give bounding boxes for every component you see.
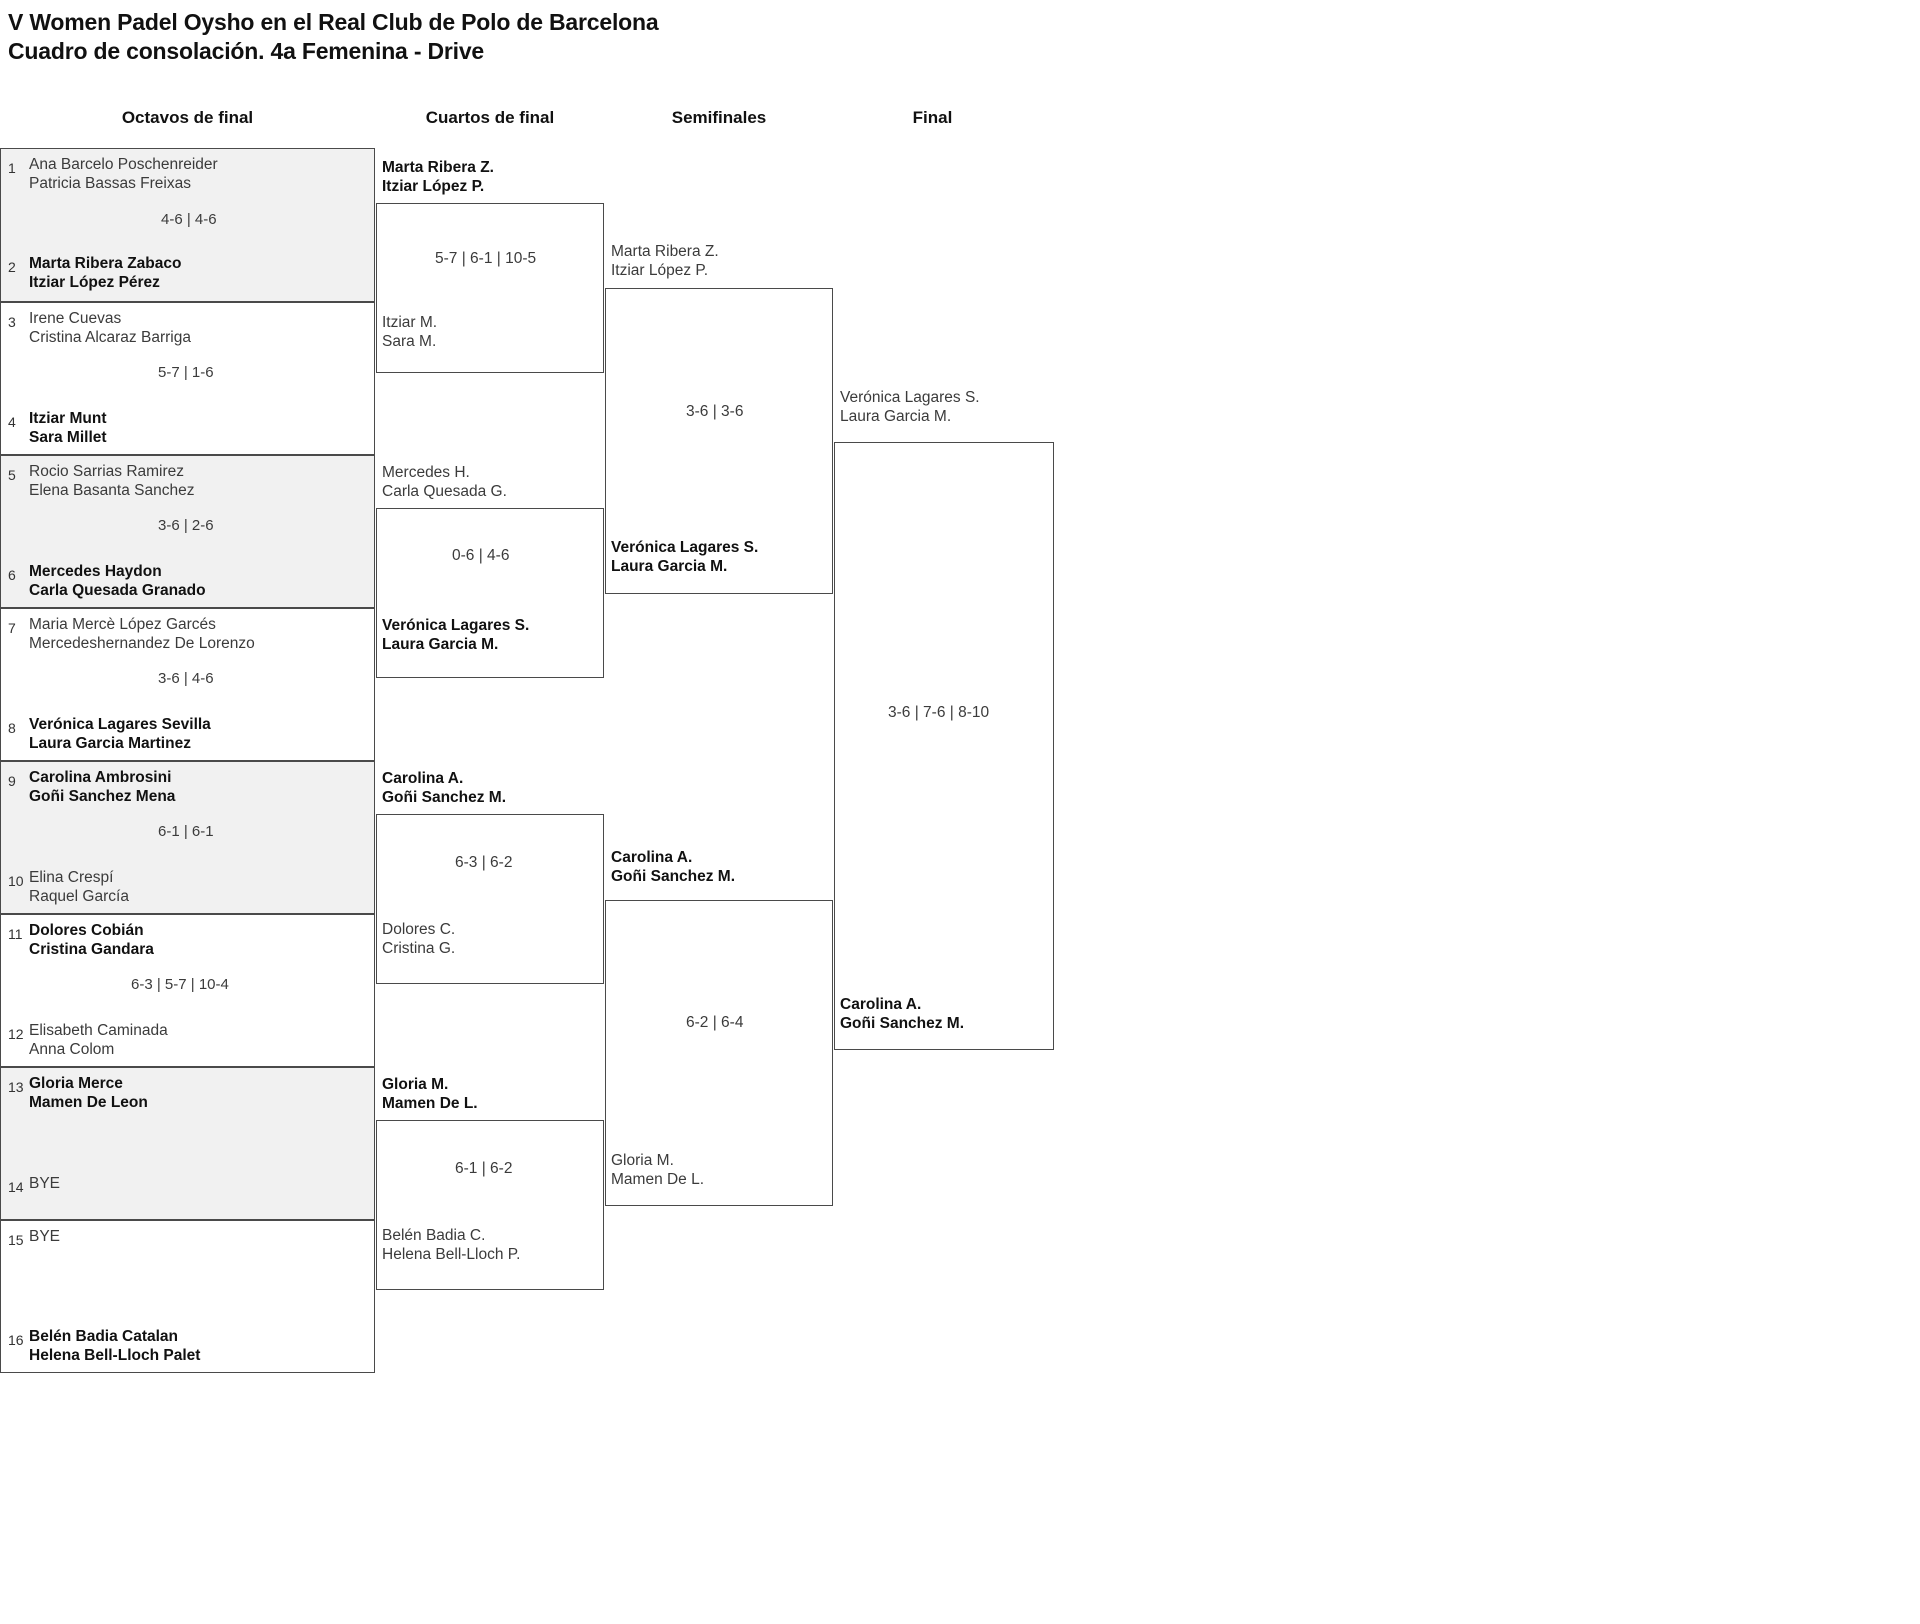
match-score: 3-6 | 2-6 — [158, 517, 214, 534]
seed-number: 2 — [8, 259, 16, 275]
team-name: Mamen De Leon — [29, 1094, 148, 1111]
team-name: Laura Garcia Martinez — [29, 735, 191, 752]
match-score: 3-6 | 3-6 — [686, 403, 744, 420]
team-name: Gloria Merce — [29, 1075, 123, 1092]
team-name: Irene Cuevas — [29, 310, 122, 327]
team-name: Cristina G. — [382, 940, 456, 957]
seed-number: 8 — [8, 720, 16, 736]
team-name: Carla Quesada Granado — [29, 582, 206, 599]
team-name: Goñi Sanchez M. — [611, 868, 736, 885]
team-name: Maria Mercè López Garcés — [29, 616, 216, 633]
seed-number: 5 — [8, 467, 16, 483]
team-name: Verónica Lagares S. — [382, 617, 530, 634]
team-name: Elina Crespí — [29, 869, 114, 886]
tournament-title-line1: V Women Padel Oysho en el Real Club de Polo de Barcelona — [8, 9, 659, 35]
team-name: Mamen De L. — [382, 1095, 478, 1112]
match-score: 5-7 | 6-1 | 10-5 — [435, 250, 537, 267]
team-name: Elisabeth Caminada — [29, 1022, 168, 1039]
team-name: Raquel García — [29, 888, 129, 905]
team-name: Itziar López Pérez — [29, 274, 160, 291]
seed-number: 13 — [8, 1079, 24, 1095]
match-score: 6-2 | 6-4 — [686, 1014, 744, 1031]
match-box-r1-8[interactable] — [0, 1220, 375, 1373]
team-name: Itziar M. — [382, 314, 438, 331]
seed-number: 10 — [8, 873, 24, 889]
team-name: Carolina A. — [611, 849, 693, 866]
match-box-r1-1[interactable] — [0, 148, 375, 302]
seed-number: 3 — [8, 314, 16, 330]
seed-number: 14 — [8, 1179, 24, 1195]
team-name: Anna Colom — [29, 1041, 115, 1058]
team-name: Belén Badia C. — [382, 1227, 486, 1244]
match-score: 6-3 | 6-2 — [455, 854, 513, 871]
team-name: Laura Garcia M. — [840, 408, 952, 425]
seed-number: 16 — [8, 1332, 24, 1348]
seed-number: 11 — [8, 926, 23, 942]
connector-r4-1 — [834, 442, 1054, 1050]
seed-number: 9 — [8, 773, 16, 789]
team-name: Mercedes Haydon — [29, 563, 162, 580]
team-name: BYE — [29, 1175, 61, 1192]
team-name: Mercedes H. — [382, 464, 470, 481]
team-name: Belén Badia Catalan — [29, 1328, 179, 1345]
team-name: Sara Millet — [29, 429, 107, 446]
team-name: Patricia Bassas Freixas — [29, 175, 191, 192]
team-name: Marta Ribera Z. — [382, 159, 494, 176]
team-name: Marta Ribera Z. — [611, 243, 719, 260]
team-name: BYE — [29, 1228, 61, 1245]
team-name: Elena Basanta Sanchez — [29, 482, 195, 499]
match-box-r1-6[interactable] — [0, 914, 375, 1067]
seed-number: 1 — [8, 160, 16, 176]
team-name: Verónica Lagares Sevilla — [29, 716, 211, 733]
seed-number: 4 — [8, 414, 16, 430]
tournament-title — [8, 8, 658, 67]
match-score: 3-6 | 7-6 | 8-10 — [888, 704, 990, 721]
team-name: Ana Barcelo Poschenreider — [29, 156, 218, 173]
match-box-r1-7[interactable] — [0, 1067, 375, 1220]
team-name: Itziar Munt — [29, 410, 107, 427]
match-score: 0-6 | 4-6 — [452, 547, 510, 564]
team-name: Sara M. — [382, 333, 437, 350]
team-name: Gloria M. — [382, 1076, 449, 1093]
round-header-semifinales: Semifinales — [671, 108, 767, 127]
team-name: Carolina A. — [840, 996, 922, 1013]
seed-number: 6 — [8, 567, 16, 583]
tournament-title-line2: Cuadro de consolación. 4a Femenina - Drive — [8, 38, 485, 65]
match-score: 6-1 | 6-1 — [158, 823, 214, 840]
team-name: Rocio Sarrias Ramirez — [29, 463, 185, 480]
team-name: Mamen De L. — [611, 1171, 705, 1188]
round-header-final: Final — [912, 108, 953, 127]
seed-number: 12 — [8, 1026, 24, 1042]
team-name: Mercedeshernandez De Lorenzo — [29, 635, 255, 652]
team-name: Carolina A. — [382, 770, 464, 787]
team-name: Helena Bell-Lloch P. — [382, 1246, 521, 1263]
team-name: Dolores Cobián — [29, 922, 144, 939]
match-score: 3-6 | 4-6 — [158, 670, 214, 687]
team-name: Goñi Sanchez M. — [382, 789, 507, 806]
team-name: Itziar López P. — [382, 178, 485, 195]
match-score: 5-7 | 1-6 — [158, 364, 214, 381]
match-score: 4-6 | 4-6 — [161, 211, 217, 228]
team-name: Verónica Lagares S. — [611, 539, 759, 556]
team-name: Cristina Gandara — [29, 941, 154, 958]
match-score: 6-1 | 6-2 — [455, 1160, 513, 1177]
team-name: Helena Bell-Lloch Palet — [29, 1347, 201, 1364]
team-name: Dolores C. — [382, 921, 456, 938]
match-box-r1-3[interactable] — [0, 455, 375, 608]
team-name: Cristina Alcaraz Barriga — [29, 329, 191, 346]
round-header-octavos: Octavos de final — [121, 108, 254, 127]
team-name: Goñi Sanchez Mena — [29, 788, 176, 805]
round-header-cuartos: Cuartos de final — [425, 108, 555, 127]
team-name: Laura Garcia M. — [382, 636, 499, 653]
match-box-r1-4[interactable] — [0, 608, 375, 761]
match-score: 6-3 | 5-7 | 10-4 — [131, 976, 229, 993]
team-name: Itziar López P. — [611, 262, 709, 279]
team-name: Marta Ribera Zabaco — [29, 255, 182, 272]
team-name: Laura Garcia M. — [611, 558, 728, 575]
team-name: Verónica Lagares S. — [840, 389, 980, 406]
match-box-r1-2[interactable] — [0, 302, 375, 455]
seed-number: 15 — [8, 1232, 24, 1248]
match-box-r1-5[interactable] — [0, 761, 375, 914]
seed-number: 7 — [8, 620, 16, 636]
team-name: Goñi Sanchez M. — [840, 1015, 965, 1032]
team-name: Gloria M. — [611, 1152, 674, 1169]
team-name: Carla Quesada G. — [382, 483, 507, 500]
team-name: Carolina Ambrosini — [29, 769, 172, 786]
